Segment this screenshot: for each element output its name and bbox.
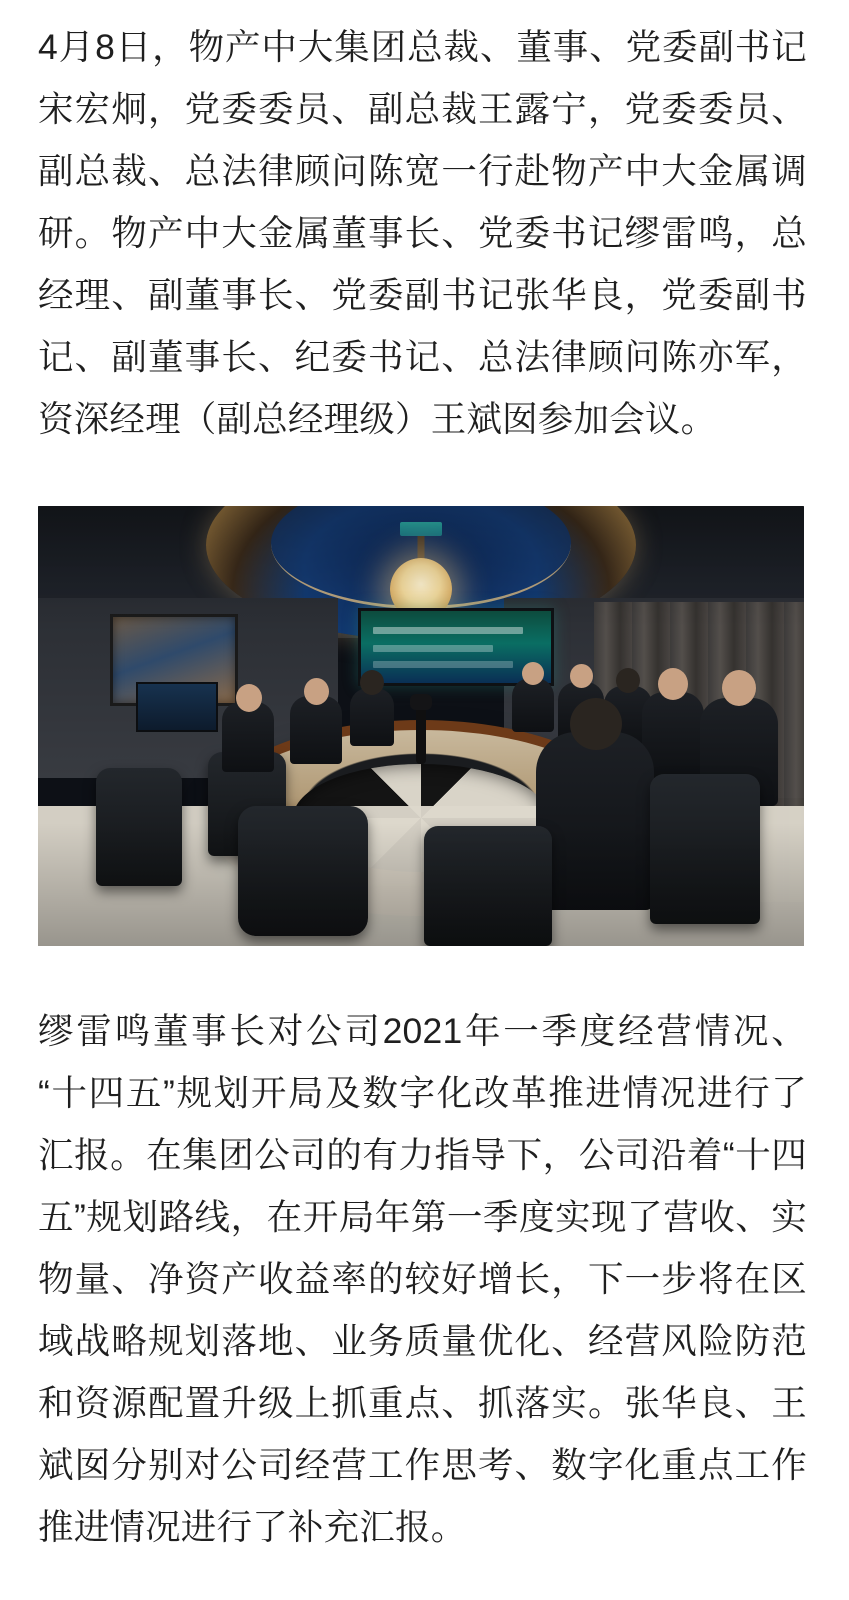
participant-head — [236, 684, 262, 712]
participant-head — [658, 668, 688, 700]
participant-head — [616, 668, 640, 693]
chair — [96, 768, 182, 886]
participant-head — [360, 670, 384, 695]
participant — [350, 688, 394, 746]
participant — [222, 702, 274, 772]
floor-microphone — [416, 702, 426, 764]
paragraph-second: 缪雷鸣董事长对公司2021年一季度经营情况、“十四五”规划开局及数字化改革推进情况进行了汇报。在集团公司的有力指导下，公司沿着“十四五”规划路线，在开局年第一季度实现了营收、实物量、净资产收益率的较好增长，下一步将在区域战略规划落地、业务质量优化、经营风险防范和资源配置升级上抓重点、抓落实。张华良、王斌囡分别对公司经营工作思考、数字化重点工作推进情况进行了补充汇报。 — [38, 1011, 807, 1547]
chair — [650, 774, 760, 924]
microphone-head — [410, 694, 432, 710]
participant — [290, 696, 342, 764]
article-figure — [0, 506, 849, 946]
ceiling-projector — [400, 522, 442, 536]
participant — [512, 678, 554, 732]
paragraph-first: 4月8日，物产中大集团总裁、董事、党委副书记宋宏炯，党委委员、副总裁王露宁，党委委员、副总裁、总法律顾问陈宽一行赴物产中大金属调研。物产中大金属董事长、党委书记缪雷鸣，总经理、副董事长、党委副书记张华良，党委副书记、副董事长、纪委书记、总法律顾问陈亦军，资深经理（副总经理级）王斌囡参加会议。 — [38, 27, 807, 439]
participant-head — [522, 662, 544, 685]
meeting-room-photo — [38, 506, 804, 946]
participant-foreground — [536, 732, 654, 910]
side-monitor — [136, 682, 218, 732]
chair — [424, 826, 552, 946]
participant-head — [722, 670, 756, 706]
chair — [238, 806, 368, 936]
participant-head — [570, 664, 593, 688]
participant-head — [570, 698, 622, 750]
participant-head — [304, 678, 329, 705]
